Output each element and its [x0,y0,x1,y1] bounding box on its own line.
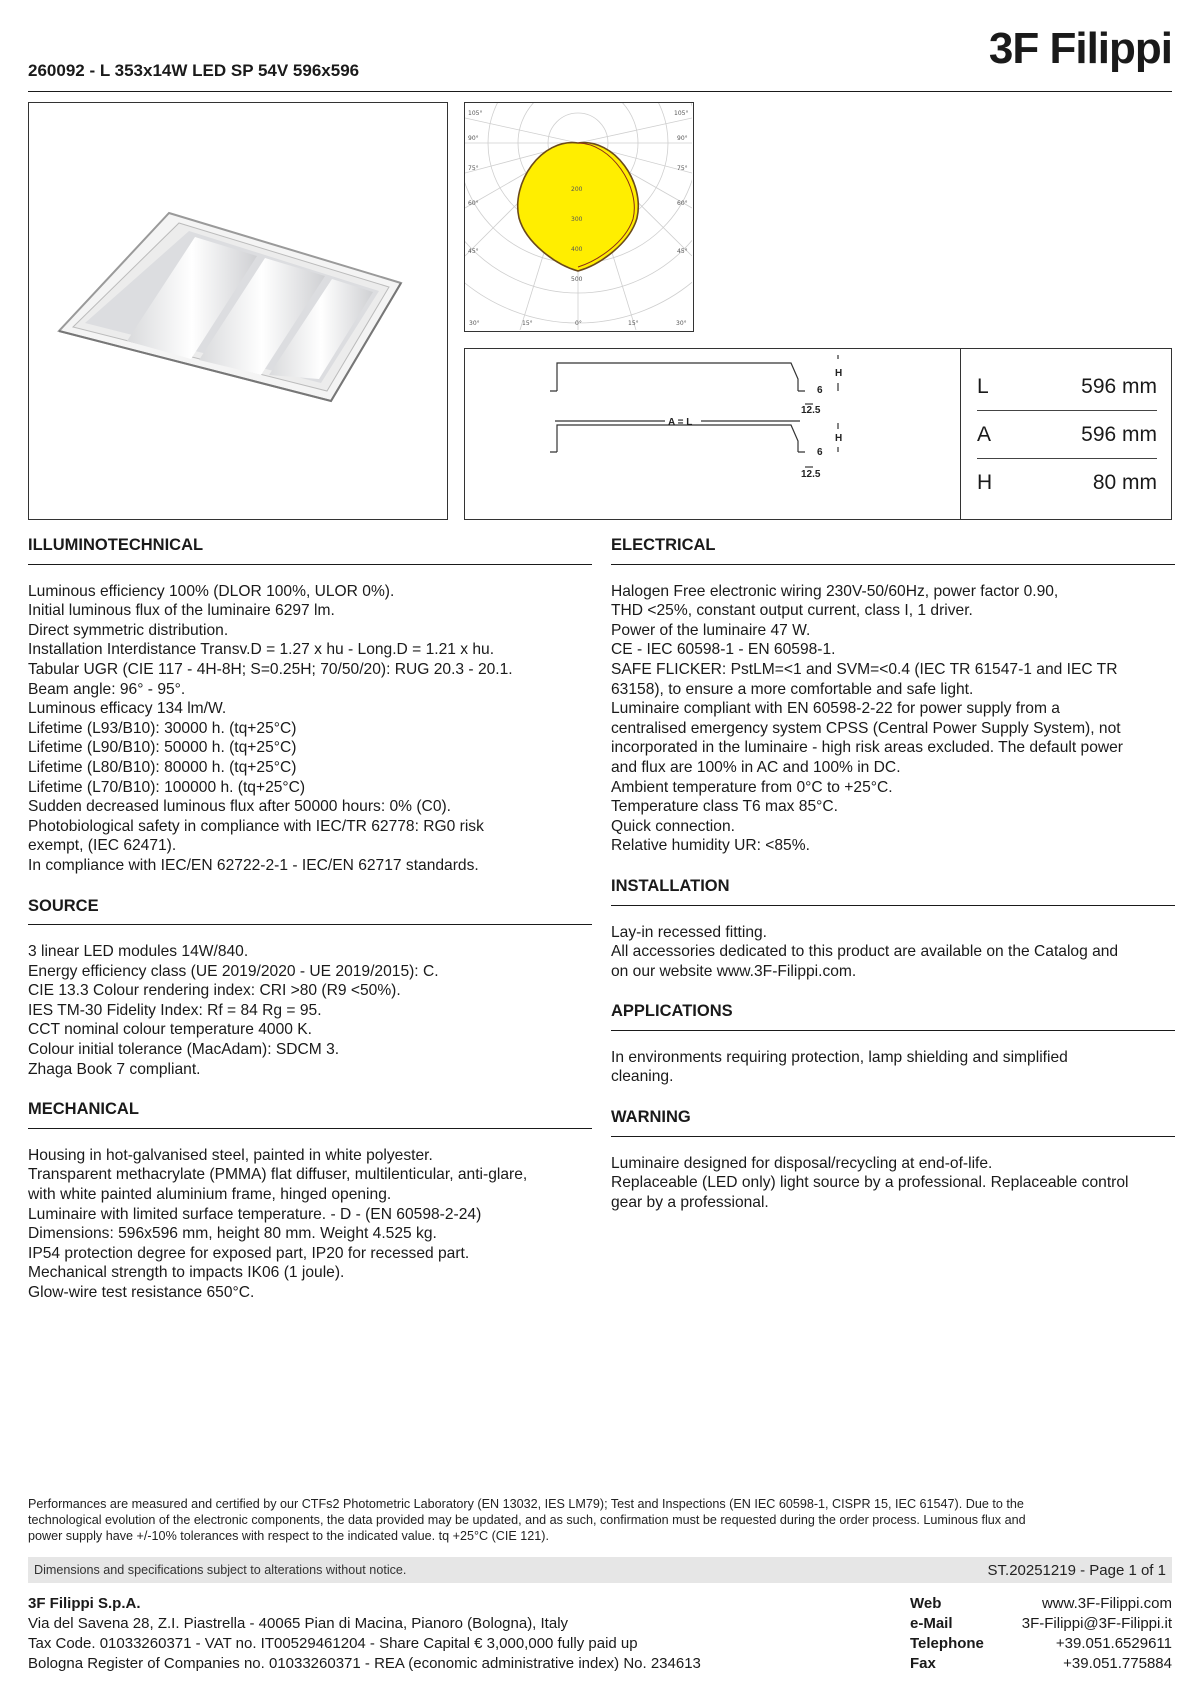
dim-h-label-bottom: H [835,433,843,444]
spec-line: Ambient temperature from 0°C to +25°C. [611,778,893,796]
spec-line: Temperature class T6 max 85°C. [611,798,838,816]
dim-value: 80 mm [1092,471,1157,494]
brand-prefix: 3F [988,24,1039,73]
company-register: Bologna Register of Companies no. 01033260371 - REA (economic administrative index) No. 234613 [28,1655,701,1672]
dim-row-h [977,459,1157,507]
contact-key: e-Mail [910,1615,953,1632]
dim-value: 596 mm [1081,374,1157,398]
company-name: 3F Filippi S.p.A. [28,1595,141,1612]
contact-fax [910,1654,1172,1674]
spec-line: exempt, (IEC 62471). [28,837,177,855]
section-body [28,1146,592,1303]
spec-line: Initial luminous flux of the luminaire 6297 lm. [28,602,335,620]
section-body [611,1048,1175,1087]
polar-curve-graphic [465,103,692,330]
luminaire-illustration [29,103,446,518]
dim-span-label: A = L [668,417,693,428]
spec-line: Luminous efficacy 134 lm/W. [28,700,227,718]
company-address: Via del Savena 28, Z.I. Piastrella - 40065 Pian di Macina, Pianoro (Bologna), Italy [28,1615,569,1632]
spec-line: Lifetime (L80/B10): 80000 h. (tq+25°C) [28,758,297,776]
contact-key: Web [910,1595,942,1612]
section-mechanical [28,1100,592,1302]
spec-line: SAFE FLICKER: PstLM=<1 and SVM=<0.4 (IEC TR 61547-1 and IEC TR [611,660,1118,678]
spec-line: Lay-in recessed fitting. [611,923,768,941]
spec-line: Relative humidity UR: <85%. [611,837,810,855]
spec-line: Luminous efficiency 100% (DLOR 100%, ULOR 0%). [28,582,395,600]
spec-line: Zhaga Book 7 compliant. [28,1060,201,1078]
contact-key: Telephone [910,1635,984,1652]
dim-six-label-bottom: 6 [817,447,823,458]
header-divider [28,91,1172,92]
document-reference: ST.20251219 - Page 1 of 1 [987,1561,1166,1579]
contact-value: +39.051.775884 [1063,1655,1172,1672]
spec-line: In compliance with IEC/EN 62722-2-1 - IEC/EN 62717 standards. [28,856,479,874]
spec-line: Lifetime (L93/B10): 30000 h. (tq+25°C) [28,719,297,737]
spec-line: Beam angle: 96° - 95°. [28,680,186,698]
dim-twelve-label-bottom: 12.5 [801,469,821,480]
polar-diagram [464,102,694,332]
section-applications [611,1002,1175,1087]
contact-key: Fax [910,1655,936,1672]
spec-line: and flux are 100% in AC and 100% in DC. [611,758,901,776]
spec-line: CE - IEC 60598-1 - EN 60598-1. [611,641,836,659]
spec-line: incorporated in the luminaire - high risk areas excluded. The default power [611,739,1123,757]
spec-line: IP54 protection degree for exposed part, IP20 for recessed part. [28,1244,470,1262]
polar-angle-left-2: 90° [468,135,479,142]
section-warning [611,1108,1175,1212]
spec-line: Sudden decreased luminous flux after 50000 hours: 0% (C0). [28,798,452,816]
polar-bottom-1: 30° [469,320,480,327]
contact-value[interactable]: www.3F-Filippi.com [1041,1595,1172,1612]
brand-logo [989,24,1172,74]
section-body [611,1154,1175,1213]
spec-line: Luminaire compliant with EN 60598-2-22 for power supply from a [611,700,1060,718]
polar-radial-1: 200 [571,186,583,193]
dim-six-label-top: 6 [817,385,823,396]
section-body [611,923,1175,982]
note-line: technological evolution of the electronic components, the data provided may be updated, and as such, confirmation must be requested during the order process. Luminous flux and [28,1513,1026,1527]
section-title: APPLICATIONS [611,1002,1175,1031]
section-title: MECHANICAL [28,1100,592,1129]
polar-angle-left-5: 45° [468,248,479,255]
section-source [28,897,592,1080]
spec-line: 63158), to ensure a more comfortable and safe light. [611,680,974,698]
spec-line: with white painted aluminium frame, hinged opening. [28,1186,392,1204]
spec-line: Direct symmetric distribution. [28,621,229,639]
spec-line: Lifetime (L70/B10): 100000 h. (tq+25°C) [28,778,306,796]
section-title: ILLUMINOTECHNICAL [28,536,592,565]
spec-line: on our website www.3F-Filippi.com. [611,962,857,980]
polar-radial-3: 400 [571,246,583,253]
note-line: Performances are measured and certified by our CTFs2 Photometric Laboratory (EN 13032, IES LM79); Test and Inspections (EN IEC 60598-1, CISPR 15, IEC 61547). Due to the [28,1497,1024,1511]
spec-line: Tabular UGR (CIE 117 - 4H-8H; S=0.25H; 70/50/20): RUG 20.3 - 20.1. [28,660,513,678]
product-photo [28,102,448,520]
spec-line: Quick connection. [611,817,735,835]
spec-line: Dimensions: 596x596 mm, height 80 mm. Weight 4.525 kg. [28,1225,437,1243]
brand-name: Filippi [1049,24,1172,73]
spec-line: centralised emergency system CPSS (Central Power Supply System), not [611,719,1121,737]
contact-telephone [910,1634,1172,1654]
section-title: WARNING [611,1108,1175,1137]
dim-h-label-top: H [835,368,843,379]
spec-line: Glow-wire test resistance 650°C. [28,1284,255,1301]
disclaimer-bar [28,1557,1172,1583]
section-title: ELECTRICAL [611,536,1175,565]
contact-value[interactable]: 3F-Filippi@3F-Filippi.it [1021,1615,1172,1632]
spec-line: CIE 13.3 Colour rendering index: CRI >80 (R9 <50%). [28,982,401,1000]
company-tax: Tax Code. 01033260371 - VAT no. IT00529461204 - Share Capital € 3,000,000 fully paid up [28,1635,638,1652]
contact-block [910,1594,1172,1674]
spec-line: IES TM-30 Fidelity Index: Rf = 84 Rg = 95. [28,1001,322,1019]
left-spec-column [28,536,592,1324]
polar-bottom-2: 15° [522,320,533,327]
spec-line: cleaning. [611,1068,674,1086]
spec-line: Luminaire designed for disposal/recycling at end-of-life. [611,1154,993,1172]
spec-line: Transparent methacrylate (PMMA) flat diffuser, multilenticular, anti-glare, [28,1166,528,1184]
polar-angle-right-3: 75° [677,165,688,172]
polar-angle-right-2: 90° [677,135,688,142]
section-body [28,582,592,876]
dim-key: L [977,374,989,398]
spec-line: 3 linear LED modules 14W/840. [28,943,249,961]
performance-note [28,1496,1172,1544]
spec-line: Housing in hot-galvanised steel, painted in white polyester. [28,1146,433,1164]
disclaimer-text: Dimensions and specifications subject to alterations without notice. [34,1563,407,1577]
polar-angle-right-5: 45° [677,248,688,255]
spec-line: THD <25%, constant output current, class I, 1 driver. [611,602,973,620]
product-title: 260092 - L 353x14W LED SP 54V 596x596 [28,61,360,80]
dim-twelve-label-top: 12.5 [801,405,821,416]
dim-value: 596 mm [1081,422,1157,446]
spec-line: Lifetime (L90/B10): 50000 h. (tq+25°C) [28,739,297,757]
spec-line: Installation Interdistance Transv.D = 1.27 x hu - Long.D = 1.21 x hu. [28,641,495,659]
right-spec-column [611,536,1175,1233]
spec-line: Mechanical strength to impacts IK06 (1 joule). [28,1264,345,1282]
polar-angle-left-1: 105° [468,110,483,117]
spec-line: In environments requiring protection, lamp shielding and simplified [611,1048,1068,1066]
profile-drawing [465,349,960,518]
section-installation [611,877,1175,981]
spec-line: gear by a professional. [611,1193,769,1211]
spec-line: Replaceable (LED only) light source by a professional. Replaceable control [611,1174,1129,1192]
polar-radial-4: 500 [571,276,583,283]
polar-bottom-4: 15° [628,320,639,327]
polar-bottom-3: 0° [575,320,582,327]
spec-line: All accessories dedicated to this product are available on the Catalog and [611,943,1119,961]
spec-line: Luminaire with limited surface temperature. - D - (EN 60598-2-24) [28,1205,482,1223]
section-electrical [611,536,1175,856]
dimension-drawing [465,349,960,519]
spec-line: Energy efficiency class (UE 2019/2020 - UE 2019/2015): C. [28,962,439,980]
spec-line: Colour initial tolerance (MacAdam): SDCM 3. [28,1041,340,1059]
spec-line: Photobiological safety in compliance with IEC/TR 62778: RG0 risk [28,817,484,835]
section-body [28,942,592,1079]
polar-angle-left-3: 75° [468,165,479,172]
section-title: INSTALLATION [611,877,1175,906]
dim-row-l [977,363,1157,411]
contact-web [910,1594,1172,1614]
polar-radial-2: 300 [571,216,583,223]
spec-line: Power of the luminaire 47 W. [611,621,811,639]
contact-email [910,1614,1172,1634]
section-title: SOURCE [28,897,592,926]
polar-angle-right-1: 105° [674,110,689,117]
dimensions-table [960,349,1173,519]
spec-line: CCT nominal colour temperature 4000 K. [28,1021,313,1039]
section-body [611,582,1175,856]
section-illuminotechnical [28,536,592,876]
dim-key: A [977,422,992,446]
note-line: power supply have +/-10% tolerances with respect to the indicated value. tq +25°C (CIE 121). [28,1529,549,1543]
dim-row-a [977,411,1157,459]
polar-bottom-5: 30° [676,320,687,327]
polar-angle-left-4: 60° [468,200,479,207]
dimensions-panel [464,348,1172,520]
dim-key: H [977,471,993,494]
polar-angle-right-4: 60° [677,200,688,207]
contact-value: +39.051.6529611 [1055,1635,1172,1652]
spec-line: Halogen Free electronic wiring 230V-50/60Hz, power factor 0.90, [611,582,1059,600]
